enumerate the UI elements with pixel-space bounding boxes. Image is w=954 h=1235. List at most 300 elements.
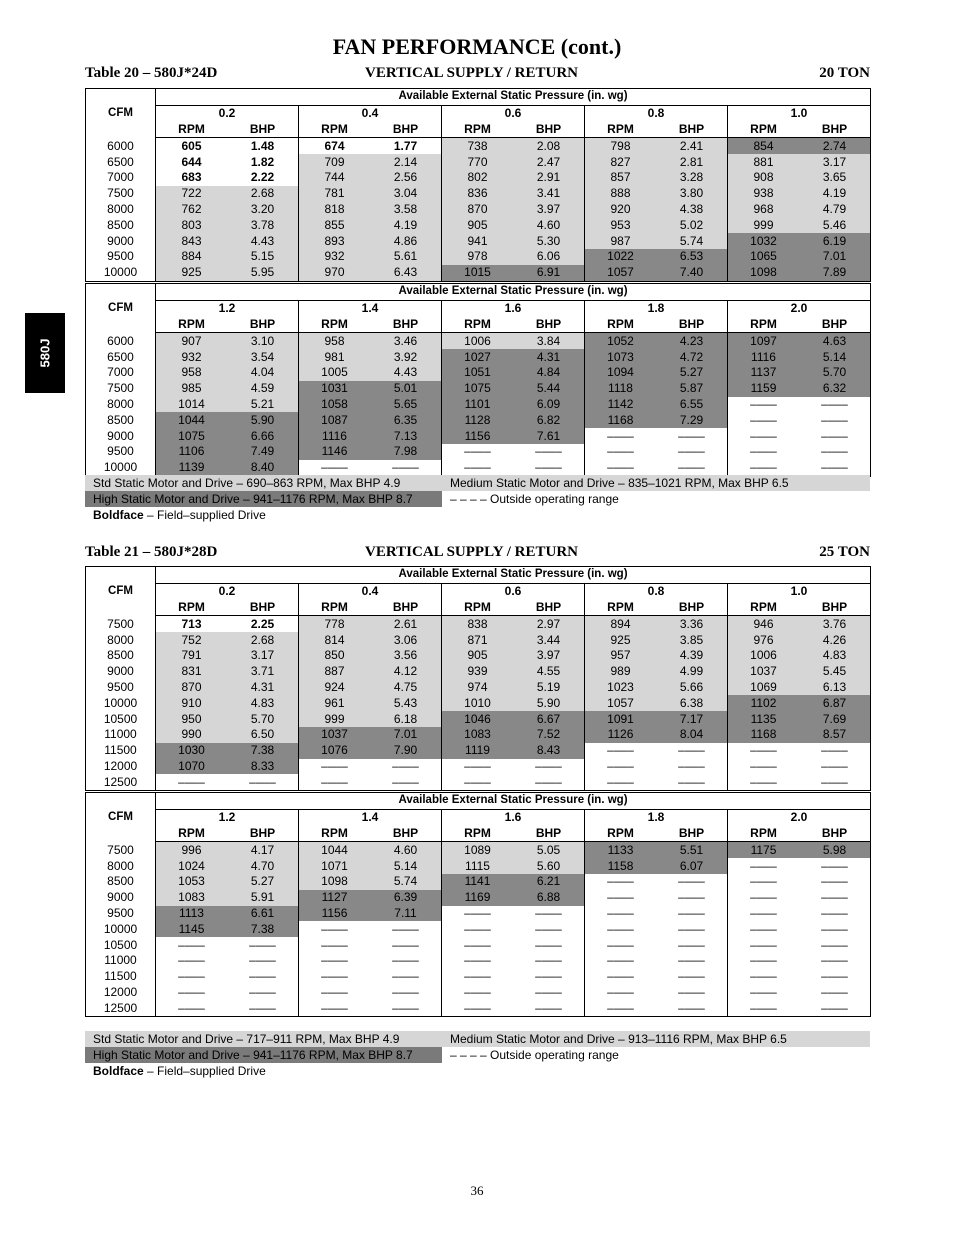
bhp-cell: 6.67 (513, 711, 585, 727)
boldface-desc: – Field–supplied Drive (143, 508, 266, 522)
table-orientation: VERTICAL SUPPLY / RETURN (365, 65, 578, 81)
bhp-cell: –––– (799, 1000, 871, 1016)
bhp-cell: 4.79 (799, 202, 871, 218)
rpm-cell: –––– (178, 953, 205, 968)
table-row (86, 202, 871, 218)
table-row (86, 969, 871, 985)
bhp-cell: –––– (656, 985, 728, 1001)
bhp-cell: 7.69 (799, 711, 871, 727)
bhp-header: BHP (370, 600, 442, 616)
rpm-cell: 1057 (585, 695, 657, 711)
table-row (86, 953, 871, 969)
rpm-cell: –––– (321, 937, 348, 952)
table-row (86, 937, 871, 953)
table-row (86, 664, 871, 680)
bhp-cell: 6.18 (370, 711, 442, 727)
fan-table (85, 792, 871, 1017)
bhp-cell: 3.58 (370, 202, 442, 218)
rpm-cell: –––– (750, 743, 777, 758)
rpm-header: RPM (585, 826, 657, 842)
rpm-cell: 958 (299, 333, 371, 349)
bhp-cell: 3.78 (227, 217, 299, 233)
bhp-cell: 3.36 (656, 616, 728, 632)
rpm-cell: 1169 (442, 890, 514, 906)
rpm-cell: –––– (750, 412, 777, 427)
table-tonnage: 25 TON (819, 544, 870, 560)
bhp-cell: 6.43 (370, 265, 442, 281)
rpm-header: RPM (585, 600, 657, 616)
bhp-cell: 2.47 (513, 154, 585, 170)
bhp-cell: 4.17 (227, 842, 299, 858)
rpm-cell: 1031 (299, 381, 371, 397)
bhp-cell: 7.17 (656, 711, 728, 727)
rpm-cell: –––– (750, 905, 777, 920)
bhp-cell: 8.04 (656, 727, 728, 743)
bhp-cell: 5.66 (656, 680, 728, 696)
bhp-cell: 4.70 (227, 858, 299, 874)
rpm-cell: 1087 (299, 412, 371, 428)
rpm-cell: 985 (156, 381, 228, 397)
rpm-cell: 1098 (299, 874, 371, 890)
rpm-cell: –––– (464, 969, 491, 984)
rpm-header: RPM (728, 826, 800, 842)
rpm-cell: 905 (442, 648, 514, 664)
rpm-cell: 908 (728, 170, 800, 186)
rpm-cell: 1168 (585, 412, 657, 428)
bhp-cell: 4.63 (799, 333, 871, 349)
cfm-cell: 9000 (86, 890, 156, 906)
bhp-cell: 6.32 (799, 381, 871, 397)
bhp-cell: 3.04 (370, 186, 442, 202)
cfm-cell: 8000 (86, 858, 156, 874)
rpm-cell: –––– (464, 984, 491, 999)
rpm-cell: –––– (321, 984, 348, 999)
bhp-cell: 6.21 (513, 874, 585, 890)
pressure-header: Available External Static Pressure (in. wg) (156, 567, 871, 584)
cfm-cell: 11000 (86, 953, 156, 969)
legend-std: Std Static Motor and Drive – 690–863 RPM, Max BHP 4.9 (85, 475, 442, 491)
bhp-cell: –––– (656, 1000, 728, 1016)
rpm-cell: 836 (442, 186, 514, 202)
rpm-cell: 989 (585, 664, 657, 680)
cfm-cell: 12000 (86, 759, 156, 775)
bhp-cell: 6.82 (513, 412, 585, 428)
bhp-cell: 3.28 (656, 170, 728, 186)
cfm-cell: 7500 (86, 186, 156, 202)
rpm-cell: 1065 (728, 249, 800, 265)
rpm-header: RPM (299, 600, 371, 616)
rpm-cell: 1101 (442, 397, 514, 413)
rpm-cell: 881 (728, 154, 800, 170)
rpm-header: RPM (156, 122, 228, 138)
bhp-cell: 5.65 (370, 397, 442, 413)
bhp-cell: 7.49 (227, 444, 299, 460)
rpm-cell: 1032 (728, 233, 800, 249)
rpm-header: RPM (156, 826, 228, 842)
bhp-cell: 5.74 (370, 874, 442, 890)
bhp-cell: –––– (799, 759, 871, 775)
rpm-cell: 905 (442, 217, 514, 233)
bhp-cell: –––– (799, 444, 871, 460)
bhp-header: BHP (227, 600, 299, 616)
cfm-cell: 8000 (86, 397, 156, 413)
bhp-cell: 7.29 (656, 412, 728, 428)
bhp-cell: 6.55 (656, 397, 728, 413)
bhp-cell: –––– (799, 937, 871, 953)
rpm-cell: 1057 (585, 265, 657, 281)
bhp-cell: –––– (227, 774, 299, 790)
bhp-cell: 3.06 (370, 632, 442, 648)
rpm-cell: 932 (299, 249, 371, 265)
bhp-cell: 6.66 (227, 428, 299, 444)
cfm-cell: 12500 (86, 774, 156, 790)
table-row (86, 985, 871, 1001)
bhp-cell: 2.97 (513, 616, 585, 632)
bhp-cell: 4.83 (799, 648, 871, 664)
rpm-cell: 827 (585, 154, 657, 170)
rpm-cell: 802 (442, 170, 514, 186)
table-row (86, 890, 871, 906)
bhp-cell: 3.46 (370, 333, 442, 349)
bhp-cell: 3.71 (227, 664, 299, 680)
bhp-cell: –––– (370, 460, 442, 476)
rpm-cell: 1037 (299, 727, 371, 743)
rpm-cell: 791 (156, 648, 228, 664)
bhp-cell: 4.31 (227, 680, 299, 696)
bhp-cell: –––– (799, 890, 871, 906)
rpm-cell: 850 (299, 648, 371, 664)
cfm-cell: 9000 (86, 428, 156, 444)
table-row (86, 695, 871, 711)
rpm-cell: –––– (607, 758, 634, 773)
rpm-cell: 1097 (728, 333, 800, 349)
bhp-cell: 5.90 (513, 695, 585, 711)
rpm-cell: 1106 (156, 444, 228, 460)
rpm-cell: 1158 (585, 858, 657, 874)
cfm-cell: 9500 (86, 680, 156, 696)
rpm-header: RPM (299, 826, 371, 842)
bhp-cell: 2.68 (227, 186, 299, 202)
bhp-cell: 4.84 (513, 365, 585, 381)
rpm-cell: 855 (299, 217, 371, 233)
table-row (86, 217, 871, 233)
rpm-cell: 1102 (728, 695, 800, 711)
bhp-cell: –––– (799, 428, 871, 444)
rpm-cell: 999 (728, 217, 800, 233)
rpm-cell: –––– (728, 774, 800, 790)
table-row (86, 648, 871, 664)
cfm-cell: 8000 (86, 632, 156, 648)
rpm-cell: 932 (156, 349, 228, 365)
bhp-cell: 4.43 (370, 365, 442, 381)
bhp-cell: 4.86 (370, 233, 442, 249)
bhp-cell: 2.61 (370, 616, 442, 632)
bhp-cell: 7.89 (799, 265, 871, 281)
bhp-cell: 7.90 (370, 743, 442, 759)
rpm-cell: –––– (299, 460, 371, 476)
rpm-cell: 1037 (728, 664, 800, 680)
rpm-cell: 1073 (585, 349, 657, 365)
legend-medium: Medium Static Motor and Drive – 913–1116 RPM, Max BHP 6.5 (442, 1031, 870, 1047)
rpm-cell: 961 (299, 695, 371, 711)
bhp-cell: 3.10 (227, 333, 299, 349)
rpm-cell: 1053 (156, 874, 228, 890)
rpm-cell: 946 (728, 616, 800, 632)
rpm-cell: –––– (299, 1000, 371, 1016)
boldface-desc: – Field–supplied Drive (143, 1064, 266, 1078)
bhp-cell: –––– (370, 759, 442, 775)
rpm-cell: 644 (181, 154, 202, 169)
table-row (86, 727, 871, 743)
rpm-cell: –––– (464, 953, 491, 968)
rpm-cell: 1116 (299, 428, 371, 444)
cfm-cell: 7500 (86, 616, 156, 632)
table-row (86, 265, 871, 281)
bhp-header: BHP (227, 826, 299, 842)
cfm-cell: 9000 (86, 664, 156, 680)
bhp-cell: –––– (799, 906, 871, 922)
rpm-cell: 1137 (728, 365, 800, 381)
rpm-cell: 953 (585, 217, 657, 233)
legend (85, 475, 870, 523)
cfm-cell: 11500 (86, 969, 156, 985)
rpm-cell: 1175 (728, 842, 800, 858)
rpm-cell: 907 (156, 333, 228, 349)
bhp-cell: 7.98 (370, 444, 442, 460)
rpm-cell: 893 (299, 233, 371, 249)
rpm-cell: 674 (324, 138, 345, 153)
bhp-cell: –––– (799, 921, 871, 937)
pressure-column-header: 0.2 (156, 105, 299, 121)
bhp-cell: 6.88 (513, 890, 585, 906)
table-row (86, 428, 871, 444)
rpm-cell: 1006 (442, 333, 514, 349)
bhp-cell: 5.98 (799, 842, 871, 858)
bhp-cell: 3.44 (513, 632, 585, 648)
bhp-cell: –––– (370, 1000, 442, 1016)
bhp-header: BHP (799, 122, 871, 138)
rpm-cell: –––– (585, 1000, 657, 1016)
pressure-column-header: 0.2 (156, 583, 299, 599)
rpm-cell: 814 (299, 632, 371, 648)
bhp-cell: 3.85 (656, 632, 728, 648)
rpm-cell: 1118 (585, 381, 657, 397)
bhp-cell: 2.41 (656, 138, 728, 154)
bhp-cell: –––– (370, 937, 442, 953)
rpm-cell: 605 (181, 138, 202, 153)
pressure-column-header: 0.8 (585, 105, 728, 121)
bhp-cell: –––– (799, 953, 871, 969)
rpm-cell: 854 (728, 138, 800, 154)
bhp-cell: 8.33 (227, 759, 299, 775)
rpm-cell: –––– (607, 874, 634, 889)
bhp-cell: 5.60 (513, 858, 585, 874)
rpm-cell: 958 (156, 365, 228, 381)
bhp-cell: –––– (799, 460, 871, 476)
cfm-cell: 6000 (86, 138, 156, 154)
bhp-cell: 5.02 (656, 217, 728, 233)
bhp-header: BHP (513, 317, 585, 333)
bhp-cell: 8.43 (513, 743, 585, 759)
bhp-cell: –––– (513, 985, 585, 1001)
rpm-cell: 925 (156, 265, 228, 281)
bhp-cell: 4.99 (656, 664, 728, 680)
rpm-cell: 978 (442, 249, 514, 265)
rpm-cell: 871 (442, 632, 514, 648)
bhp-cell: 3.76 (799, 616, 871, 632)
bhp-header: BHP (513, 122, 585, 138)
cfm-cell: 9500 (86, 249, 156, 265)
bhp-cell: 3.97 (513, 648, 585, 664)
rpm-cell: –––– (750, 921, 777, 936)
cfm-cell: 6500 (86, 154, 156, 170)
rpm-cell: 1083 (156, 890, 228, 906)
bhp-cell: 5.70 (227, 711, 299, 727)
table-20-heading (85, 65, 870, 83)
pressure-header: Available External Static Pressure (in. wg) (156, 793, 871, 810)
rpm-cell: 1168 (728, 727, 800, 743)
bhp-cell: 2.68 (227, 632, 299, 648)
bhp-header: BHP (370, 122, 442, 138)
cfm-cell: 11500 (86, 743, 156, 759)
rpm-cell: 1075 (156, 428, 228, 444)
legend (85, 1031, 870, 1079)
table-title: Table 20 – 580J*24D (85, 65, 218, 81)
pressure-header: Available External Static Pressure (in. wg) (156, 284, 871, 301)
rpm-cell: 803 (156, 217, 228, 233)
pressure-column-header: 1.4 (299, 300, 442, 316)
rpm-cell: 1091 (585, 711, 657, 727)
rpm-cell: 1083 (442, 727, 514, 743)
bhp-header: BHP (799, 317, 871, 333)
rpm-cell: 843 (156, 233, 228, 249)
rpm-cell: –––– (464, 444, 491, 459)
rpm-cell: 1005 (299, 365, 371, 381)
rpm-cell: 920 (585, 202, 657, 218)
rpm-cell: –––– (442, 460, 514, 476)
bhp-cell: 7.52 (513, 727, 585, 743)
rpm-cell: –––– (607, 890, 634, 905)
rpm-cell: –––– (464, 937, 491, 952)
rpm-cell: 1014 (156, 397, 228, 413)
rpm-cell: 1126 (585, 727, 657, 743)
bhp-cell: 4.72 (656, 349, 728, 365)
table-row (86, 759, 871, 775)
bhp-cell: 7.01 (370, 727, 442, 743)
rpm-cell: 1089 (442, 842, 514, 858)
bhp-cell: 4.12 (370, 664, 442, 680)
pressure-column-header: 1.2 (156, 809, 299, 825)
bhp-header: BHP (799, 826, 871, 842)
fan-table (85, 88, 871, 282)
rpm-cell: 970 (299, 265, 371, 281)
cfm-header: CFM (86, 284, 156, 333)
rpm-cell: 999 (299, 711, 371, 727)
bhp-cell: 5.14 (799, 349, 871, 365)
bhp-cell: 4.19 (370, 217, 442, 233)
rpm-cell: –––– (178, 969, 205, 984)
cfm-cell: 6500 (86, 349, 156, 365)
bhp-cell: –––– (656, 759, 728, 775)
legend-medium: Medium Static Motor and Drive – 835–1021 RPM, Max BHP 6.5 (442, 475, 870, 491)
bhp-cell: 4.60 (370, 842, 442, 858)
rpm-cell: 722 (156, 186, 228, 202)
table-row (86, 842, 871, 858)
rpm-cell: 1075 (442, 381, 514, 397)
bhp-cell: –––– (656, 774, 728, 790)
legend-high: High Static Motor and Drive – 941–1176 RPM, Max BHP 8.7 (85, 1047, 442, 1063)
rpm-cell: 938 (728, 186, 800, 202)
bhp-cell: 2.74 (799, 138, 871, 154)
rpm-cell: 1023 (585, 680, 657, 696)
rpm-cell: –––– (607, 937, 634, 952)
bhp-cell: –––– (656, 874, 728, 890)
rpm-cell: 1116 (728, 349, 800, 365)
bhp-cell: 1.82 (227, 154, 299, 170)
rpm-cell: 1046 (442, 711, 514, 727)
pressure-column-header: 0.8 (585, 583, 728, 599)
rpm-cell: –––– (321, 969, 348, 984)
bhp-cell: –––– (799, 874, 871, 890)
rpm-cell: 831 (156, 664, 228, 680)
rpm-header: RPM (728, 122, 800, 138)
bhp-cell: –––– (370, 969, 442, 985)
bhp-cell: –––– (513, 444, 585, 460)
rpm-cell: –––– (321, 921, 348, 936)
table-21-heading (85, 544, 870, 562)
bhp-cell: 5.70 (799, 365, 871, 381)
fan-table (85, 566, 871, 791)
rpm-cell: –––– (728, 460, 800, 476)
rpm-cell: –––– (321, 953, 348, 968)
bhp-cell: 5.27 (656, 365, 728, 381)
rpm-cell: –––– (750, 937, 777, 952)
bhp-cell: –––– (656, 953, 728, 969)
table-row (86, 249, 871, 265)
bhp-cell: 3.54 (227, 349, 299, 365)
bhp-header: BHP (656, 600, 728, 616)
rpm-cell: 1119 (442, 743, 514, 759)
bhp-cell: 8.40 (227, 460, 299, 476)
bhp-cell: 4.43 (227, 233, 299, 249)
rpm-cell: –––– (464, 758, 491, 773)
rpm-cell: 744 (299, 170, 371, 186)
legend-high: High Static Motor and Drive – 941–1176 RPM, Max BHP 8.7 (85, 491, 442, 507)
rpm-cell: 887 (299, 664, 371, 680)
bhp-cell: 6.39 (370, 890, 442, 906)
bhp-cell: 2.56 (370, 170, 442, 186)
table-row (86, 444, 871, 460)
rpm-cell: 884 (156, 249, 228, 265)
bhp-cell: 5.19 (513, 680, 585, 696)
rpm-cell: 987 (585, 233, 657, 249)
rpm-cell: –––– (728, 1000, 800, 1016)
bhp-cell: –––– (799, 743, 871, 759)
bhp-cell: 5.21 (227, 397, 299, 413)
rpm-cell: 752 (156, 632, 228, 648)
pressure-column-header: 1.6 (442, 300, 585, 316)
rpm-cell: 1069 (728, 680, 800, 696)
bhp-cell: –––– (513, 969, 585, 985)
table-row (86, 711, 871, 727)
bhp-cell: –––– (513, 906, 585, 922)
rpm-cell: 1052 (585, 333, 657, 349)
rpm-cell: 1076 (299, 743, 371, 759)
rpm-cell: 1027 (442, 349, 514, 365)
rpm-cell: 976 (728, 632, 800, 648)
bhp-cell: –––– (656, 906, 728, 922)
bhp-cell: 3.17 (799, 154, 871, 170)
